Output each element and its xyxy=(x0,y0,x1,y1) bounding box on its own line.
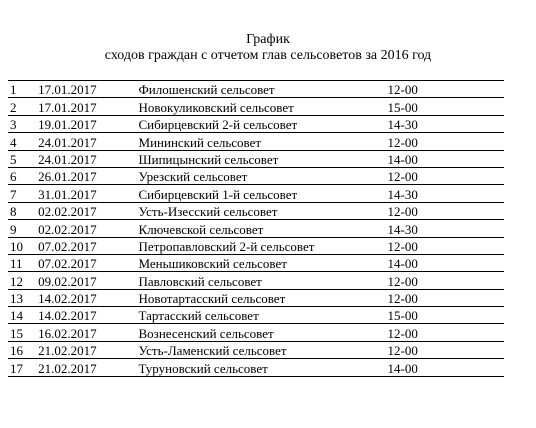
meeting-date: 31.01.2017 xyxy=(32,185,138,202)
village-council-name: Сибирцевский 2-й сельсовет xyxy=(139,115,388,132)
meeting-time: 14-00 xyxy=(388,254,504,271)
document-subtitle: сходов граждан с отчетом глав сельсоветов за 2016 год xyxy=(104,48,432,63)
village-council-name: Усть-Ламенский сельсовет xyxy=(139,341,388,358)
village-council-name: Мининский сельсовет xyxy=(139,133,388,150)
meeting-date: 26.01.2017 xyxy=(32,167,138,184)
meeting-date: 14.02.2017 xyxy=(32,307,138,324)
village-council-name: Меньшиковский сельсовет xyxy=(139,254,388,271)
village-council-name: Новотартасский сельсовет xyxy=(139,289,388,306)
meeting-date: 24.01.2017 xyxy=(32,133,138,150)
village-council-name: Новокуликовский сельсовет xyxy=(139,98,388,115)
row-number: 15 xyxy=(8,324,32,341)
row-number: 14 xyxy=(8,307,32,324)
row-number: 9 xyxy=(8,220,32,237)
table-row xyxy=(8,202,504,219)
meeting-date: 09.02.2017 xyxy=(32,272,138,289)
table-row xyxy=(8,185,504,202)
table-row xyxy=(8,115,504,132)
meeting-time: 12-00 xyxy=(388,237,504,254)
meeting-date: 17.01.2017 xyxy=(32,81,138,98)
meeting-time: 12-00 xyxy=(388,289,504,306)
table-row xyxy=(8,324,504,341)
meeting-time: 12-00 xyxy=(388,202,504,219)
village-council-name: Тартасский сельсовет xyxy=(139,307,388,324)
village-council-name: Шипицынский сельсовет xyxy=(139,150,388,167)
row-number: 6 xyxy=(8,167,32,184)
table-row xyxy=(8,81,504,98)
row-number: 3 xyxy=(8,115,32,132)
meeting-time: 12-00 xyxy=(388,324,504,341)
meeting-time: 14-00 xyxy=(388,150,504,167)
village-council-name: Усть-Изесский сельсовет xyxy=(139,202,388,219)
row-number: 10 xyxy=(8,237,32,254)
meeting-date: 02.02.2017 xyxy=(32,202,138,219)
schedule-table xyxy=(8,80,504,377)
meeting-time: 14-30 xyxy=(388,185,504,202)
row-number: 12 xyxy=(8,272,32,289)
table-row xyxy=(8,341,504,358)
meeting-date: 02.02.2017 xyxy=(32,220,138,237)
schedule-table-body xyxy=(8,81,504,377)
row-number: 4 xyxy=(8,133,32,150)
meeting-date: 21.02.2017 xyxy=(32,359,138,376)
meeting-date: 07.02.2017 xyxy=(32,237,138,254)
meeting-time: 14-00 xyxy=(388,359,504,376)
village-council-name: Филошенский сельсовет xyxy=(139,81,388,98)
meeting-date: 21.02.2017 xyxy=(32,341,138,358)
village-council-name: Ключевской сельсовет xyxy=(139,220,388,237)
meeting-date: 19.01.2017 xyxy=(32,115,138,132)
meeting-date: 17.01.2017 xyxy=(32,98,138,115)
row-number: 17 xyxy=(8,359,32,376)
row-number: 11 xyxy=(8,254,32,271)
table-row xyxy=(8,237,504,254)
table-row xyxy=(8,150,504,167)
meeting-time: 12-00 xyxy=(388,341,504,358)
meeting-time: 12-00 xyxy=(388,81,504,98)
meeting-date: 24.01.2017 xyxy=(32,150,138,167)
meeting-time: 12-00 xyxy=(388,272,504,289)
village-council-name: Сибирцевский 1-й сельсовет xyxy=(139,185,388,202)
row-number: 2 xyxy=(8,98,32,115)
village-council-name: Туруновский сельсовет xyxy=(139,359,388,376)
row-number: 8 xyxy=(8,202,32,219)
meeting-date: 14.02.2017 xyxy=(32,289,138,306)
village-council-name: Павловский сельсовет xyxy=(139,272,388,289)
village-council-name: Урезский сельсовет xyxy=(139,167,388,184)
table-row xyxy=(8,167,504,184)
document-title: График xyxy=(246,32,290,47)
meeting-time: 15-00 xyxy=(388,307,504,324)
table-row xyxy=(8,307,504,324)
table-row xyxy=(8,98,504,115)
village-council-name: Вознесенский сельсовет xyxy=(139,324,388,341)
village-council-name: Петропавловский 2-й сельсовет xyxy=(139,237,388,254)
table-row xyxy=(8,254,504,271)
row-number: 5 xyxy=(8,150,32,167)
table-row xyxy=(8,133,504,150)
row-number: 13 xyxy=(8,289,32,306)
row-number: 16 xyxy=(8,341,32,358)
meeting-time: 14-30 xyxy=(388,115,504,132)
table-row xyxy=(8,272,504,289)
meeting-time: 12-00 xyxy=(388,167,504,184)
meeting-date: 16.02.2017 xyxy=(32,324,138,341)
meeting-time: 14-30 xyxy=(388,220,504,237)
meeting-time: 12-00 xyxy=(388,133,504,150)
row-number: 1 xyxy=(8,81,32,98)
table-row xyxy=(8,359,504,376)
table-row xyxy=(8,289,504,306)
meeting-time: 15-00 xyxy=(388,98,504,115)
row-number: 7 xyxy=(8,185,32,202)
table-row xyxy=(8,220,504,237)
meeting-date: 07.02.2017 xyxy=(32,254,138,271)
